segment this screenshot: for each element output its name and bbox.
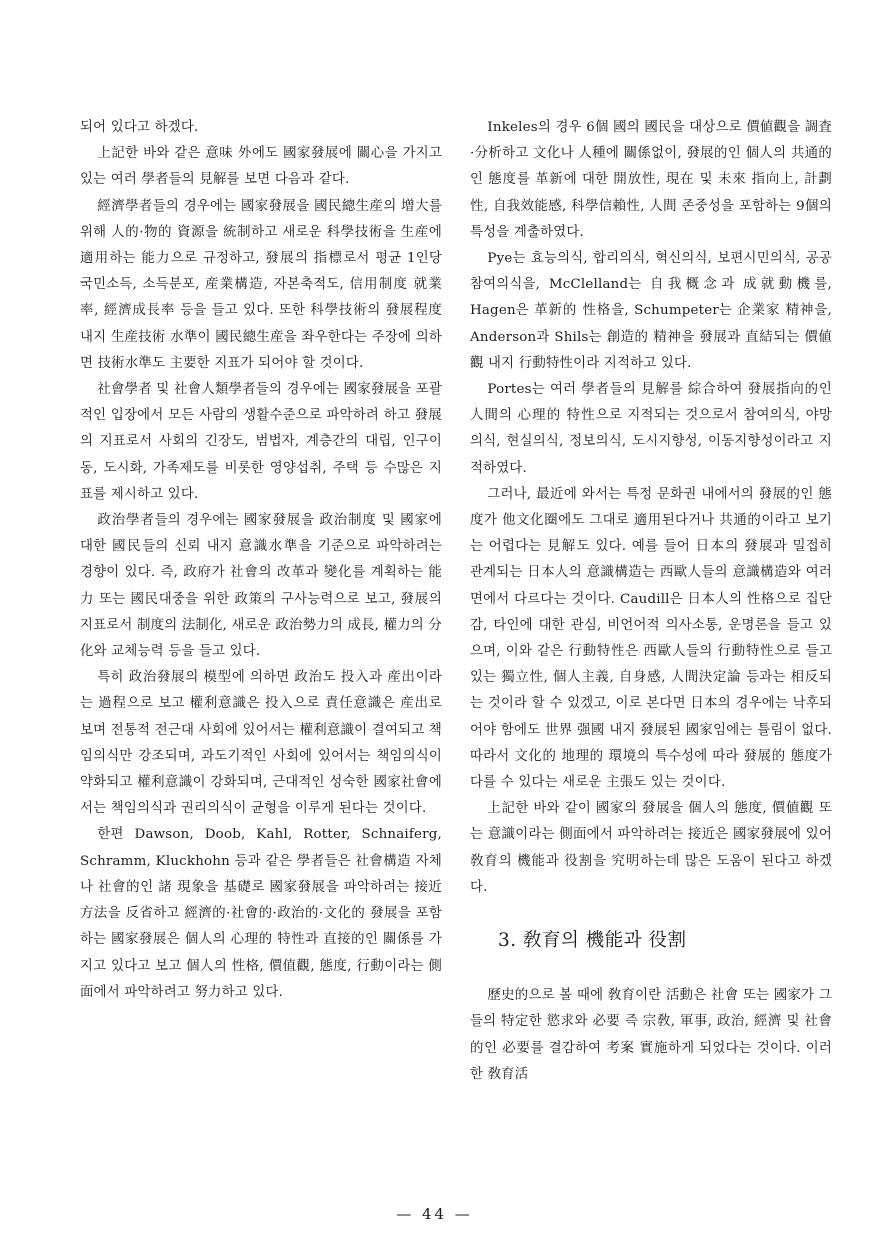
section-heading: 3. 敎育의 機能과 役割 [498,930,687,952]
paragraph-economists: 經濟學者들의 경우에는 國家發展을 國民總生産의 增大를 위해 人的·物的 資源을 統制하고 새로운 科學技術을 生産에 適用하는 能力으로 규정하고, 發展의 指標로서 평균 1인당 국민소득, 소득분포, 産業構造, 자본축적도, 信用制度 就業率, 經濟成長率 등을 들고 있다. 또한 科學技術의 發展程度 내지 生産技術 水準이 國民總生産을 좌우한다는 주장에 의하면 技術水準도 主要한 지표가 되어야 할 것이다. [80,198,442,371]
paragraph-intro-views: 上記한 바와 같은 意味 外에도 國家發展에 關心을 가지고 있는 여러 學者들의 見解를 보면 다음과 같다. [80,146,442,188]
paragraph-sociologists: 社會學者 및 社會人類學者들의 경우에는 國家發展을 포괄적인 입장에서 모든 사람의 생활수준으로 파악하려 하고 發展의 지표로서 사회의 긴장도, 범법자, 계층간의 대립, 인구이동, 도시화, 가족제도를 비롯한 영양섭취, 주택 등 수많은 지표를 제시하고 있다. [80,382,442,502]
paragraph-education-history: 歷史的으로 볼 때에 敎育이란 活動은 社會 또는 國家가 그들의 特定한 慾求와 必要 즉 宗敎, 軍事, 政治, 經濟 및 社會的인 必要를 결감하여 考案 實施하게 되었다는 것이다. 이러한 敎育活 [470,988,832,1082]
paragraph-pye: Pye는 효능의식, 합리의식, 혁신의식, 보편시민의식, 공공참여의식을, McClelland는 自我概念과 成就動機를, Hagen은 革新的 性格을, Schumpeter는 企業家 精神을, Anderson과 Shils는 創造的 精神을 發展과 直結되는 價値觀 내지 行動特性이라 지적하고 있다. [470,251,832,371]
paragraph-summary: 上記한 바와 같이 國家의 發展을 個人의 態度, 價値觀 또는 意識이라는 側面에서 파악하려는 接近은 國家發展에 있어 敎育의 機能과 役割을 究明하는데 많은 도움이 된다고 하겠다. [470,801,832,895]
left-column [80,115,442,1006]
right-column [470,115,832,1088]
paragraph-continuation: 되어 있다고 하겠다. [80,120,199,135]
paragraph-psychological-approach: 한편 Dawson, Doob, Kahl, Rotter, Schnaiferg, Schramm, Kluckhohn 등과 같은 學者들은 社會構造 자체나 社會的인 諸 現象을 基礎로 國家發展을 파악하려는 接近方法을 反省하고 經濟的·社會的·政治的·文化的 發展을 포함하는 國家發展은 個人의 心理的 特性과 直接的인 關係를 가지고 있다고 보고 個人의 性格, 價值觀, 態度, 行動이라는 側面에서 파악하려고 努力하고 있다. [80,827,442,1000]
paragraph-political-model: 특히 政治發展의 模型에 의하면 政治도 投入과 産出이라는 過程으로 보고 權利意識은 投入으로 責任意識은 産出로 보며 전통적 전근대 사회에 있어서는 權利意識이 결여되고 책임의식만 강조되며, 과도기적인 사회에 있어서는 책임의식이 약화되고 權利意識이 강화되며, 근대적인 성숙한 國家社會에서는 책임의식과 권리의식이 균형을 이루게 된다는 것이다. [80,670,442,817]
paragraph-japan-counterview: 그러나, 最近에 와서는 특정 문화권 내에서의 發展的인 態度가 他文化圈에도 그대로 適用된다거나 共通的이라고 보기는 어렵다는 見解도 있다. 예를 들어 日本의 發展과 밀접히 관계되는 日本人의 意識構造는 西歐人들의 意識構造와 여러면에서 다르다는 것이다. Caudill은 日本人의 性格으로 집단감, 타인에 대한 관심, 비언어적 의사소통, 운명론을 들고 있으며, 이와 같은 行動特性은 西歐人들의 行動特性으로 들고 있는 獨立性, 個人主義, 自身感, 人間決定論 등과는 相反되는 것이라 할 수 있겠고, 이로 본다면 日本의 경우에는 낙후되어야 함에도 世界 强國 내지 發展된 國家임에는 틀림이 없다. 따라서 文化的 地理的 環境의 특수성에 따라 發展的 態度가 다를 수 있다는 새로운 主張도 있는 것이다. [470,486,832,791]
page-number: — 44 — [396,1205,473,1223]
paragraph-inkeles: Inkeles의 경우 6個 國의 國民을 대상으로 價値觀을 調査·分析하고 文化나 人種에 關係없이, 發展的인 個人의 共通的인 態度를 革新에 대한 開放性, 現在 및 未來 指向上, 計劃性, 自我效能感, 科學信賴性, 人間 존중성을 포함하는 9個의 특성을 계출하였다. [470,120,832,240]
paragraph-portes: Portes는 여러 學者들의 見解를 綜合하여 發展指向的인 人間의 心理的 特性으로 지적되는 것으로서 참여의식, 야망의식, 현실의식, 정보의식, 도시지향성, 이동지향성이라고 지적하였다. [470,382,832,476]
paragraph-political-scientists: 政治學者들의 경우에는 國家發展을 政治制度 및 國家에 대한 國民들의 신뢰 내지 意識水準을 기준으로 파악하려는 경향이 있다. 즉, 政府가 社會의 改革과 變化를 계획하는 能力 또는 國民대중을 위한 政策의 구사능력으로 보고, 發展의 지표로서 制度의 法制化, 새로운 政治勢力의 成長, 權力의 分化와 교체능력 등을 들고 있다. [80,513,442,660]
